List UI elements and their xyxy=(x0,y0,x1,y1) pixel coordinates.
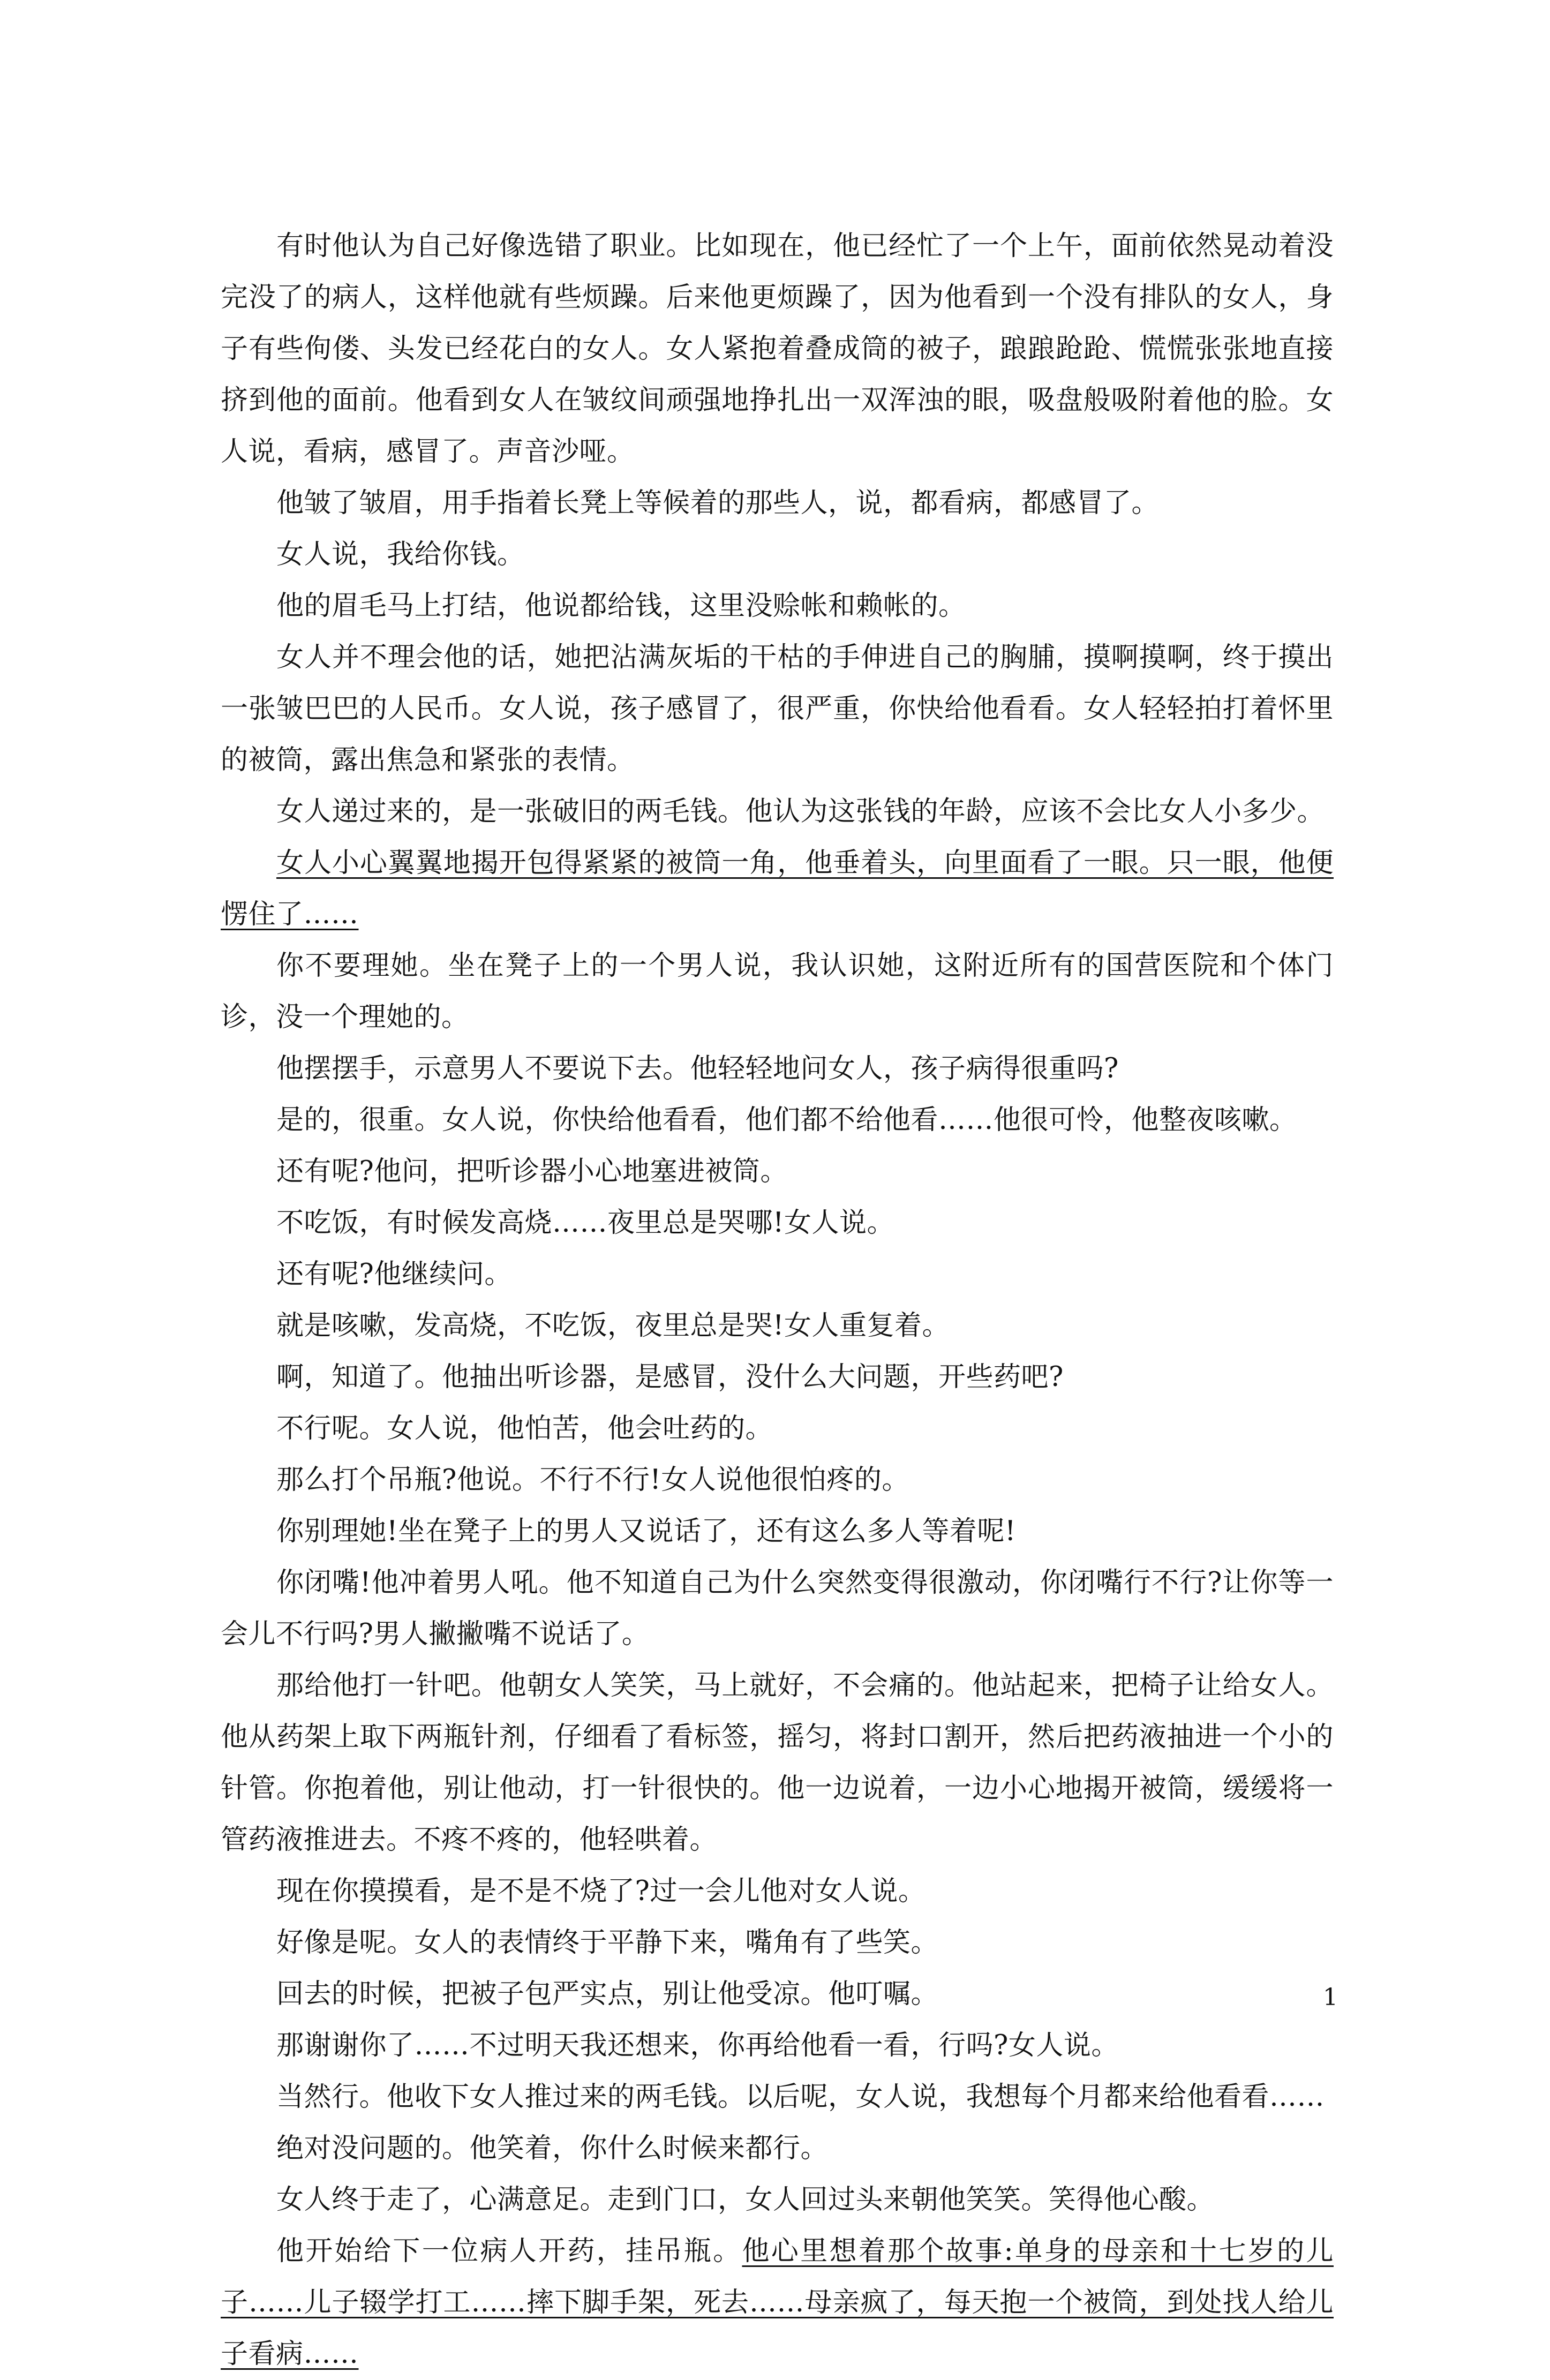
underlined-text: 他心里想着那个故事:单身的母亲和十七岁的儿子……儿子辍学打工……摔下脚手架，死去……母亲疯了，每天抱一个被筒，到处找人给儿子看病…… xyxy=(221,2235,1334,2370)
paragraph xyxy=(221,1095,1334,1146)
paragraph xyxy=(221,940,1334,1043)
story-body xyxy=(221,221,1334,2380)
paragraph xyxy=(221,2072,1334,2123)
paragraph-text: 他的眉毛马上打结，他说都给钱，这里没赊帐和赖帐的。 xyxy=(276,590,966,622)
paragraph-text: 是的，很重。女人说，你快给他看看，他们都不给他看……他很可怜，他整夜咳嗽。 xyxy=(276,1104,1297,1136)
paragraph xyxy=(221,1866,1334,1917)
paragraph xyxy=(221,1300,1334,1352)
paragraph-text: 那么打个吊瓶?他说。不行不行!女人说他很怕疼的。 xyxy=(276,1464,909,1496)
paragraph xyxy=(221,1249,1334,1300)
paragraph-text: 他皱了皱眉，用手指着长凳上等候着的那些人，说，都看病，都感冒了。 xyxy=(276,487,1160,519)
paragraph-text: 不行呢。女人说，他怕苦，他会吐药的。 xyxy=(276,1413,773,1444)
paragraph xyxy=(221,1197,1334,1249)
paragraph xyxy=(221,1506,1334,1557)
paragraph-text: 他开始给下一位病人开药，挂吊瓶。 xyxy=(276,2235,742,2267)
paragraph-text: 当然行。他收下女人推过来的两毛钱。以后呢，女人说，我想每个月都来给他看看…… xyxy=(276,2081,1325,2113)
paragraph xyxy=(221,1403,1334,1455)
paragraph xyxy=(221,2174,1334,2226)
paragraph xyxy=(221,786,1334,838)
paragraph-text: 还有呢?他问，把听诊器小心地塞进被筒。 xyxy=(276,1156,788,1187)
paragraph-text: 女人终于走了，心满意足。走到门口，女人回过头来朝他笑笑。笑得他心酸。 xyxy=(276,2184,1215,2216)
paragraph xyxy=(221,1660,1334,1866)
paragraph-text: 现在你摸摸看，是不是不烧了?过一会儿他对女人说。 xyxy=(276,1876,926,1907)
paragraph-text: 那给他打一针吧。他朝女人笑笑，马上就好，不会痛的。他站起来，把椅子让给女人。他从药架上取下两瓶针剂，仔细看了看标签，摇匀，将封口割开，然后把药液抽进一个小的针管。你抱着他，别让他动，打一针很快的。他一边说着，一边小心地揭开被筒，缓缓将一管药液推进去。不疼不疼的，他轻哄着。 xyxy=(221,1670,1334,1856)
paragraph-text: 好像是呢。女人的表情终于平静下来，嘴角有了些笑。 xyxy=(276,1927,939,1959)
paragraph xyxy=(221,1455,1334,1506)
paragraph xyxy=(221,478,1334,529)
paragraph-text: 你闭嘴!他冲着男人吼。他不知道自己为什么突然变得很激动，你闭嘴行不行?让你等一会儿不行吗?男人撇撇嘴不说话了。 xyxy=(221,1567,1334,1650)
page-number: 1 xyxy=(1323,1984,1338,2011)
paragraph xyxy=(221,1917,1334,1969)
paragraph xyxy=(221,1969,1334,2020)
paragraph xyxy=(221,1352,1334,1403)
paragraph xyxy=(221,1146,1334,1197)
paragraph-text: 还有呢?他继续问。 xyxy=(276,1259,512,1290)
paragraph-text: 那谢谢你了……不过明天我还想来，你再给他看一看，行吗?女人说。 xyxy=(276,2030,1119,2061)
paragraph xyxy=(221,632,1334,786)
paragraph-text: 就是咳嗽，发高烧，不吃饭，夜里总是哭!女人重复着。 xyxy=(276,1310,950,1342)
paragraph xyxy=(221,529,1334,581)
underlined-text: 女人小心翼翼地揭开包得紧紧的被筒一角，他垂着头，向里面看了一眼。只一眼，他便愣住了…… xyxy=(221,847,1334,930)
paragraph xyxy=(221,581,1334,632)
paragraph-mixed xyxy=(221,2226,1334,2380)
paragraph-text: 啊，知道了。他抽出听诊器，是感冒，没什么大问题，开些药吧? xyxy=(276,1361,1064,1393)
paragraph xyxy=(221,2020,1334,2072)
paragraph-text: 女人并不理会他的话，她把沾满灰垢的干枯的手伸进自己的胸脯，摸啊摸啊，终于摸出一张皱巴巴的人民币。女人说，孩子感冒了，很严重，你快给他看看。女人轻轻拍打着怀里的被筒，露出焦急和紧张的表情。 xyxy=(221,642,1334,776)
paragraph-text: 绝对没问题的。他笑着，你什么时候来都行。 xyxy=(276,2133,829,2164)
paragraph-text: 不吃饭，有时候发高烧……夜里总是哭哪!女人说。 xyxy=(276,1207,894,1239)
paragraph-text: 有时他认为自己好像选错了职业。比如现在，他已经忙了一个上午，面前依然晃动着没完没了的病人，这样他就有些烦躁。后来他更烦躁了，因为他看到一个没有排队的女人，身子有些佝偻、头发已经花白的女人。女人紧抱着叠成筒的被子，踉踉跄跄、慌慌张张地直接挤到他的面前。他看到女人在皱纹间顽强地挣扎出一双浑浊的眼，吸盘般吸附着他的脸。女人说，看病，感冒了。声音沙哑。 xyxy=(221,230,1334,468)
paragraph-text: 你不要理她。坐在凳子上的一个男人说，我认识她，这附近所有的国营医院和个体门诊，没一个理她的。 xyxy=(221,950,1334,1033)
paragraph-underlined xyxy=(221,838,1334,940)
paragraph-text: 女人说，我给你钱。 xyxy=(276,539,525,570)
paragraph xyxy=(221,1557,1334,1660)
paragraph-text: 你别理她!坐在凳子上的男人又说话了，还有这么多人等着呢! xyxy=(276,1516,1016,1547)
paragraph-text: 他摆摆手，示意男人不要说下去。他轻轻地问女人，孩子病得很重吗? xyxy=(276,1053,1119,1084)
paragraph-text: 回去的时候，把被子包严实点，别让他受凉。他叮嘱。 xyxy=(276,1978,939,2010)
paragraph xyxy=(221,2123,1334,2174)
paragraph xyxy=(221,221,1334,478)
paragraph xyxy=(221,1043,1334,1095)
paragraph-text: 女人递过来的，是一张破旧的两毛钱。他认为这张钱的年龄，应该不会比女人小多少。 xyxy=(276,796,1325,827)
